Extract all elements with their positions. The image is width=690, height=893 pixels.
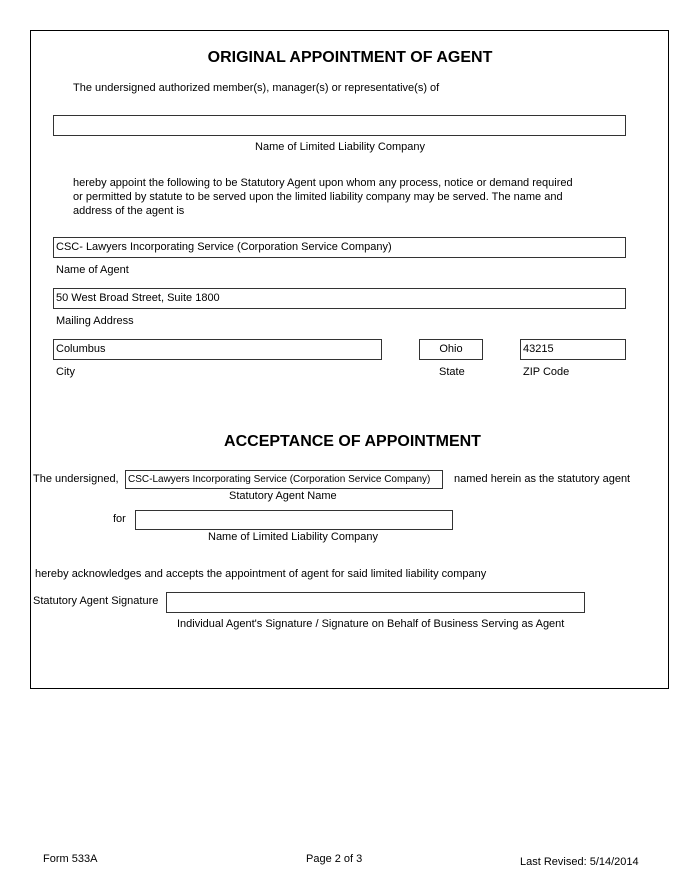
named-herein-text: named herein as the statutory agent <box>454 473 631 485</box>
zip-code-field[interactable]: 43215 <box>520 339 626 360</box>
appoint-text-line-3: address of the agent is <box>73 205 185 217</box>
agent-name-label: Name of Agent <box>56 264 129 276</box>
signature-label: Statutory Agent Signature <box>33 595 159 607</box>
undersigned-prefix: The undersigned, <box>33 473 119 485</box>
state-label: State <box>439 366 465 378</box>
acceptance-title: ACCEPTANCE OF APPOINTMENT <box>224 433 481 450</box>
state-field[interactable]: Ohio <box>419 339 483 360</box>
appoint-text-line-2: or permitted by statute to be served upon the limited liability company may be served. The name and <box>73 191 563 203</box>
agent-name-field[interactable]: CSC- Lawyers Incorporating Service (Corporation Service Company) <box>53 237 626 258</box>
signature-field[interactable] <box>166 592 585 613</box>
mailing-address-label: Mailing Address <box>56 315 134 327</box>
city-label: City <box>56 366 75 378</box>
statutory-agent-name-field[interactable]: CSC-Lawyers Incorporating Service (Corporation Service Company) <box>125 470 443 489</box>
form-number: Form 533A <box>43 853 98 865</box>
acceptance-llc-name-field[interactable] <box>135 510 453 530</box>
acceptance-llc-name-label: Name of Limited Liability Company <box>208 531 378 543</box>
zip-code-label: ZIP Code <box>523 366 570 378</box>
llc-name-field[interactable] <box>53 115 626 136</box>
last-revised: Last Revised: 5/14/2014 <box>520 856 639 868</box>
page-number: Page 2 of 3 <box>306 853 363 865</box>
statutory-agent-name-label: Statutory Agent Name <box>229 490 337 502</box>
original-appointment-title: ORIGINAL APPOINTMENT OF AGENT <box>207 49 493 66</box>
for-label: for <box>113 513 126 525</box>
llc-name-label: Name of Limited Liability Company <box>255 141 425 153</box>
acknowledge-text: hereby acknowledges and accepts the appointment of agent for said limited liability company <box>35 568 487 580</box>
signature-caption: Individual Agent's Signature / Signature on Behalf of Business Serving as Agent <box>177 618 565 630</box>
appoint-text-line-1: hereby appoint the following to be Statutory Agent upon whom any process, notice or demand required <box>73 177 573 189</box>
city-field[interactable]: Columbus <box>53 339 382 360</box>
mailing-address-field[interactable]: 50 West Broad Street, Suite 1800 <box>53 288 626 309</box>
intro-text: The undersigned authorized member(s), manager(s) or representative(s) of <box>73 82 440 94</box>
